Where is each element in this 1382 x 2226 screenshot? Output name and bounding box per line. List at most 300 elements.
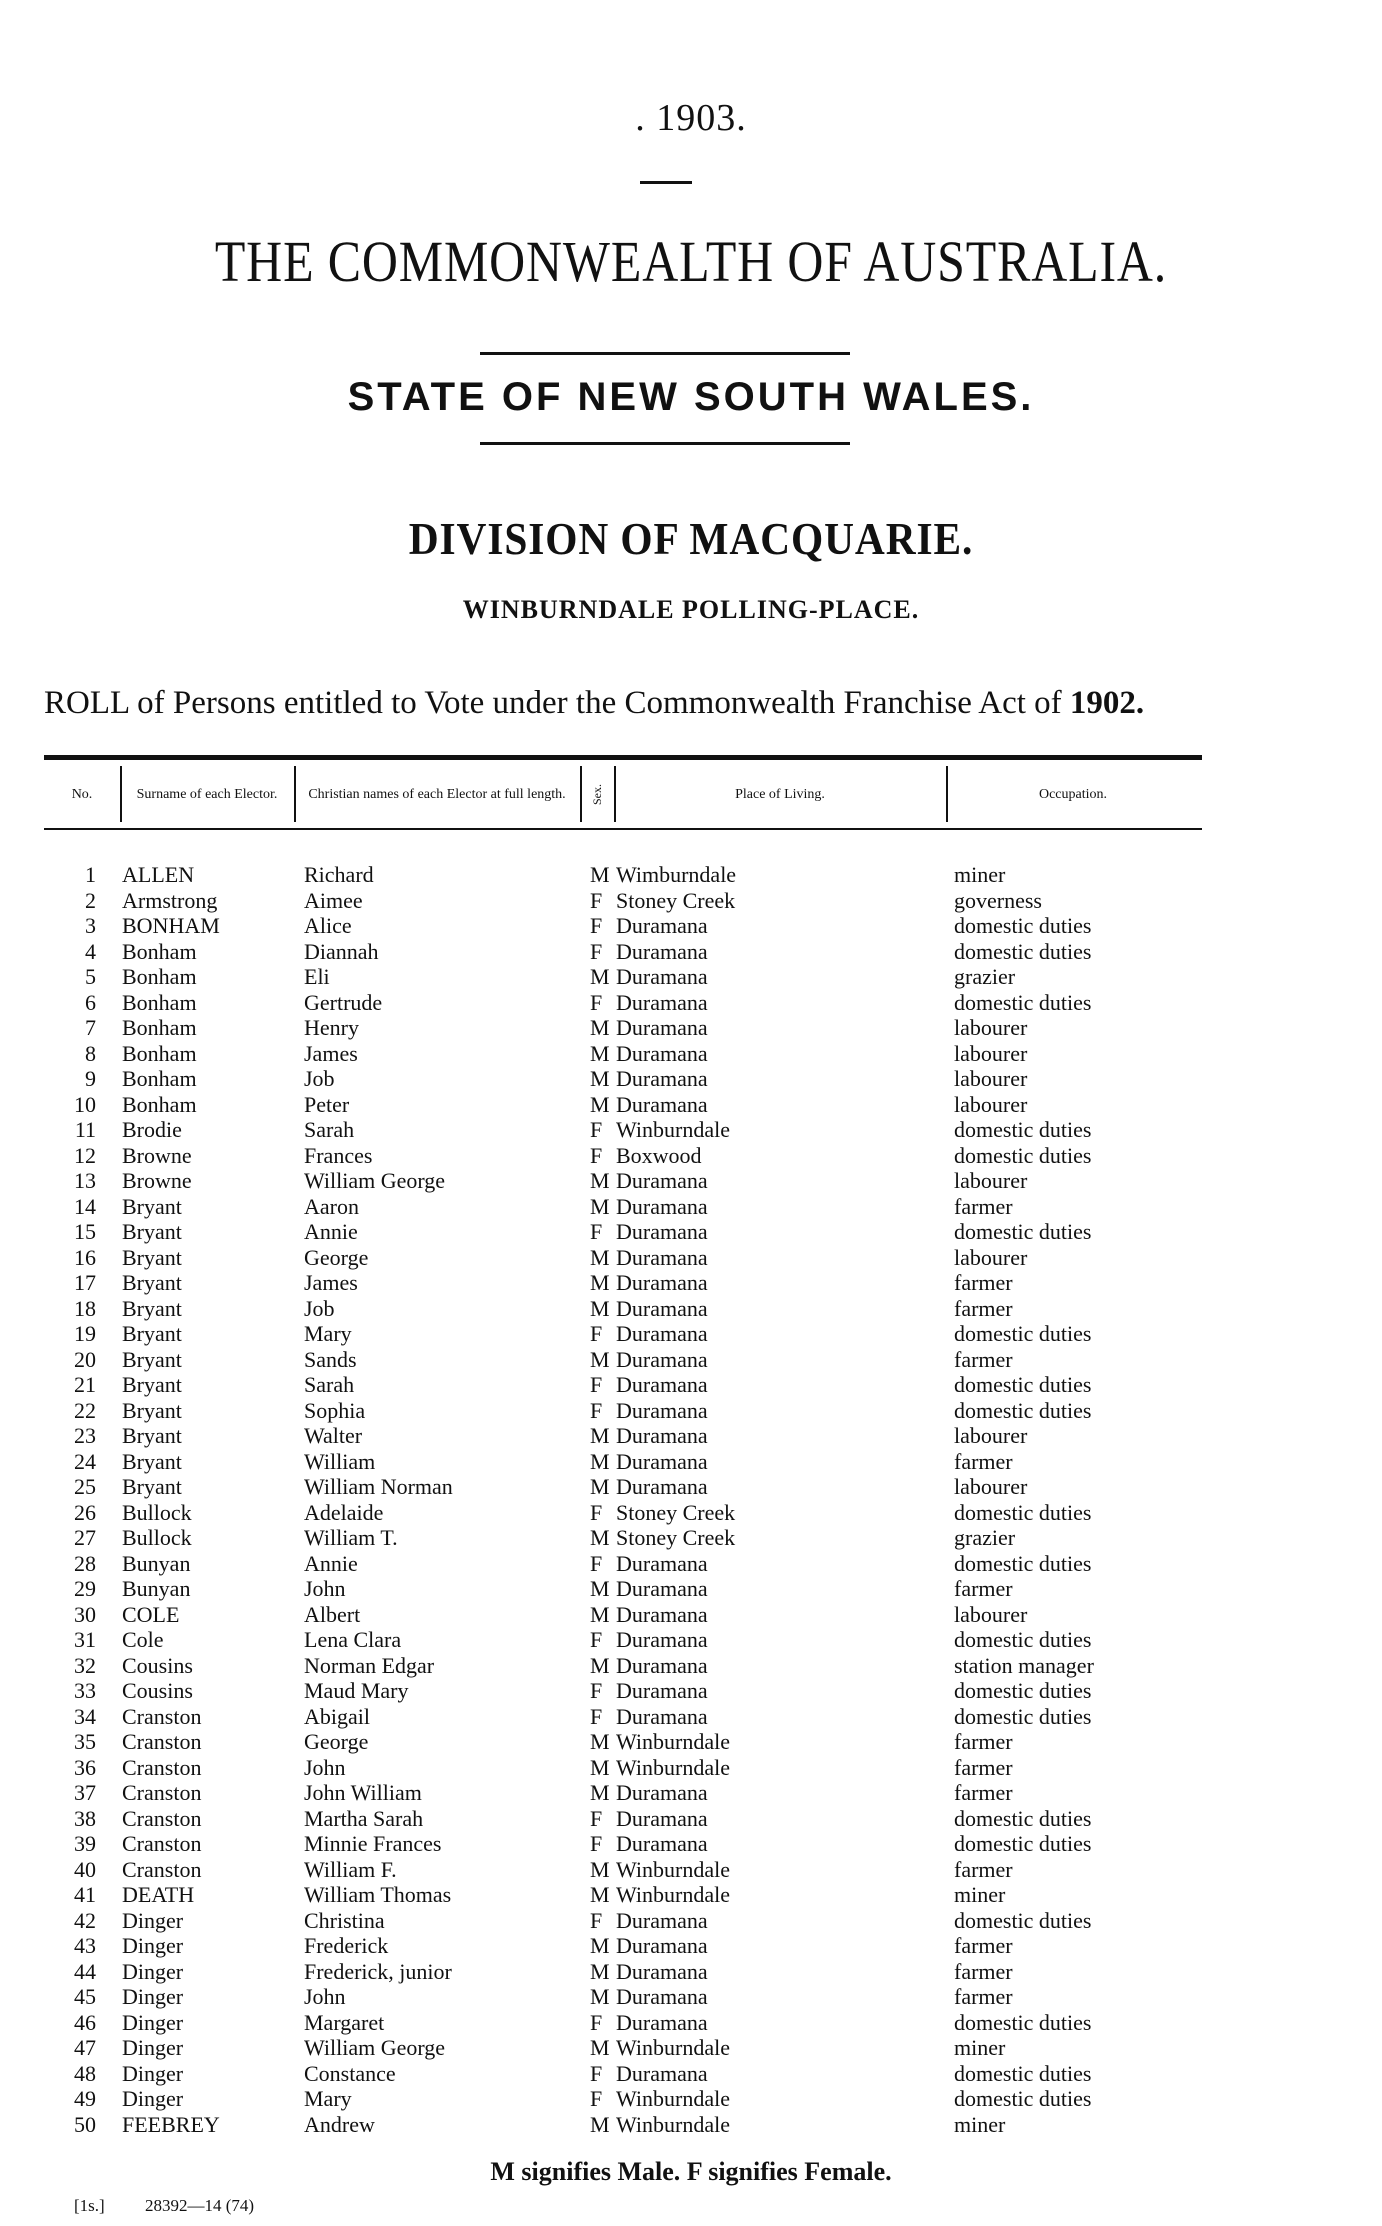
row-place-of-living: Boxwood <box>616 1142 702 1168</box>
row-occupation: domestic duties <box>954 1499 1092 1525</box>
row-occupation: farmer <box>954 1729 1013 1754</box>
row-place-of-living: Duramana <box>616 913 708 938</box>
row-number: 10 <box>74 1091 96 1117</box>
table-row <box>44 1015 1204 1041</box>
table-row <box>44 1780 1204 1806</box>
row-number: 26 <box>74 1499 96 1525</box>
table-row <box>44 1857 1204 1883</box>
table-row <box>44 1219 1204 1245</box>
table-row <box>44 1627 1204 1653</box>
table-row <box>44 1194 1204 1220</box>
row-christian-names: Walter <box>304 1423 363 1448</box>
row-surname: Cranston <box>122 1780 202 1805</box>
row-christian-names: Job <box>304 1295 335 1321</box>
table-row <box>44 1933 1204 1959</box>
row-occupation: labourer <box>954 1601 1028 1627</box>
print-code: 28392—14 (74) <box>144 2196 255 2215</box>
row-surname: Bryant <box>122 1244 182 1270</box>
polling-place-heading: WINBURNDALE POLLING-PLACE. <box>462 595 920 624</box>
row-christian-names: William F. <box>304 1856 397 1882</box>
row-number: 15 <box>74 1219 96 1244</box>
row-occupation: grazier <box>954 964 1016 989</box>
row-christian-names: Eli <box>304 964 330 989</box>
row-christian-names: Abigail <box>304 1703 370 1729</box>
print-info <box>74 2196 290 2216</box>
row-number: 42 <box>74 1907 96 1933</box>
row-number: 14 <box>74 1193 96 1219</box>
row-occupation: labourer <box>954 1168 1028 1193</box>
row-surname: Bonham <box>122 1066 197 1091</box>
column-header-christian-names: Christian names of each Elector at full length. <box>308 786 566 802</box>
table-row <box>44 1729 1204 1755</box>
table-row <box>44 1984 1204 2010</box>
table-row <box>44 2112 1204 2138</box>
divider-rule <box>480 352 850 355</box>
row-occupation: domestic duties <box>954 1142 1092 1168</box>
row-surname: Bunyan <box>122 1576 191 1601</box>
row-number: 21 <box>74 1372 96 1397</box>
row-surname: Bryant <box>122 1448 182 1474</box>
row-surname: Cranston <box>122 1805 202 1831</box>
row-number: 34 <box>74 1703 96 1729</box>
table-row <box>44 2086 1204 2112</box>
divider-rule <box>480 442 850 445</box>
row-place-of-living: Duramana <box>616 1244 708 1270</box>
row-christian-names: Frederick, junior <box>304 1958 452 1984</box>
row-place-of-living: Duramana <box>616 1091 708 1117</box>
row-place-of-living: Duramana <box>616 1627 708 1652</box>
row-occupation: miner <box>954 2111 1006 2137</box>
row-christian-names: Constance <box>304 2060 396 2086</box>
row-number: 37 <box>74 1780 96 1805</box>
row-sex: M <box>590 1882 610 1907</box>
row-number: 41 <box>74 1882 96 1907</box>
row-occupation: domestic duties <box>954 1627 1092 1652</box>
row-number: 23 <box>74 1423 96 1448</box>
table-row <box>44 1576 1204 1602</box>
row-christian-names: Andrew <box>304 2111 375 2137</box>
row-christian-names: Lena Clara <box>304 1627 402 1652</box>
row-occupation: farmer <box>954 1754 1013 1780</box>
row-number: 4 <box>85 938 96 964</box>
row-sex: M <box>590 1729 610 1754</box>
row-number: 7 <box>85 1015 96 1040</box>
row-occupation: governess <box>954 887 1042 913</box>
row-surname: Cranston <box>122 1703 202 1729</box>
table-row <box>44 1117 1204 1143</box>
row-occupation: domestic duties <box>954 1321 1092 1346</box>
row-place-of-living: Duramana <box>616 1270 708 1295</box>
row-christian-names: Gertrude <box>304 989 383 1015</box>
row-surname: Browne <box>122 1168 192 1193</box>
table-row <box>44 1143 1204 1169</box>
row-surname: Dinger <box>122 1933 184 1958</box>
column-header-sex-cell <box>582 760 612 828</box>
row-place-of-living: Duramana <box>616 1346 708 1372</box>
column-header-surname: Surname of each Elector. <box>136 786 278 802</box>
table-row <box>44 2061 1204 2087</box>
table-row <box>44 1755 1204 1781</box>
row-number: 29 <box>74 1576 96 1601</box>
row-place-of-living: Duramana <box>616 1474 708 1499</box>
row-place-of-living: Duramana <box>616 1397 708 1423</box>
row-christian-names: Norman Edgar <box>304 1652 435 1678</box>
row-place-of-living: Duramana <box>616 1066 708 1091</box>
table-row <box>44 862 1204 888</box>
row-number: 32 <box>74 1652 96 1678</box>
row-occupation: domestic duties <box>954 1117 1092 1142</box>
row-sex: M <box>590 1066 610 1091</box>
row-number: 6 <box>85 989 96 1015</box>
row-place-of-living: Duramana <box>616 1321 708 1346</box>
row-occupation: farmer <box>954 1270 1013 1295</box>
row-number: 5 <box>85 964 96 989</box>
row-occupation: farmer <box>954 1933 1013 1958</box>
row-place-of-living: Duramana <box>616 1601 708 1627</box>
row-christian-names: Sarah <box>304 1117 355 1142</box>
row-occupation: miner <box>954 2035 1006 2060</box>
year-heading: . 1903. <box>635 97 747 139</box>
row-occupation: domestic duties <box>954 2086 1092 2111</box>
table-row <box>44 1653 1204 1679</box>
row-sex: M <box>590 1040 610 1066</box>
table-row <box>44 1704 1204 1730</box>
row-occupation: grazier <box>954 1525 1016 1550</box>
roll-title <box>44 685 1144 722</box>
row-surname: Bullock <box>122 1499 192 1525</box>
row-surname: Dinger <box>122 2060 184 2086</box>
row-sex: F <box>590 938 603 964</box>
row-christian-names: John <box>304 1576 346 1601</box>
row-sex: F <box>590 2086 603 2111</box>
row-sex: F <box>590 1142 603 1168</box>
row-number: 27 <box>74 1525 96 1550</box>
row-sex: F <box>590 887 603 913</box>
row-number: 49 <box>74 2086 96 2111</box>
row-sex: M <box>590 1652 610 1678</box>
row-place-of-living: Duramana <box>616 1168 708 1193</box>
row-number: 2 <box>85 887 96 913</box>
row-sex: F <box>590 1678 603 1703</box>
row-place-of-living: Winburndale <box>616 1729 730 1754</box>
table-row <box>44 990 1204 1016</box>
row-number: 46 <box>74 2009 96 2035</box>
row-sex: M <box>590 1958 610 1984</box>
row-place-of-living: Wimburndale <box>616 862 737 887</box>
row-christian-names: William Thomas <box>304 1882 452 1907</box>
row-sex: M <box>590 1244 610 1270</box>
row-christian-names: Henry <box>304 1015 359 1040</box>
row-place-of-living: Duramana <box>616 1015 708 1040</box>
table-row <box>44 1959 1204 1985</box>
row-sex: M <box>590 1091 610 1117</box>
row-christian-names: Albert <box>304 1601 361 1627</box>
table-row <box>44 1168 1204 1194</box>
row-occupation: domestic duties <box>954 1678 1092 1703</box>
row-christian-names: George <box>304 1729 369 1754</box>
electoral-roll-table <box>44 862 1204 2137</box>
sex-legend-note: M signifies Male. F signifies Female. <box>490 2157 892 2186</box>
row-surname: Brodie <box>122 1117 182 1142</box>
row-surname: Dinger <box>122 2086 184 2111</box>
row-number: 30 <box>74 1601 96 1627</box>
row-place-of-living: Duramana <box>616 1678 708 1703</box>
row-number: 45 <box>74 1984 96 2009</box>
row-christian-names: Adelaide <box>304 1499 384 1525</box>
row-place-of-living: Duramana <box>616 1831 708 1856</box>
row-surname: Bryant <box>122 1474 182 1499</box>
row-sex: M <box>590 862 610 887</box>
table-row <box>44 913 1204 939</box>
row-number: 19 <box>74 1321 96 1346</box>
divider-rule <box>640 181 692 184</box>
row-christian-names: Job <box>304 1066 335 1091</box>
row-occupation: farmer <box>954 1856 1013 1882</box>
row-christian-names: Christina <box>304 1907 385 1933</box>
row-surname: Bonham <box>122 938 197 964</box>
table-row <box>44 1449 1204 1475</box>
row-surname: Cranston <box>122 1856 202 1882</box>
row-surname: Bryant <box>122 1423 182 1448</box>
row-occupation: domestic duties <box>954 989 1092 1015</box>
row-christian-names: Annie <box>304 1550 358 1576</box>
row-place-of-living: Winburndale <box>616 1856 730 1882</box>
table-row <box>44 1321 1204 1347</box>
table-row <box>44 1296 1204 1322</box>
row-surname: ALLEN <box>122 862 195 887</box>
row-sex: F <box>590 2060 603 2086</box>
row-christian-names: Peter <box>304 1091 350 1117</box>
table-row <box>44 1423 1204 1449</box>
document-title: THE COMMONWEALTH OF AUSTRALIA. <box>214 229 1168 294</box>
row-occupation: miner <box>954 1882 1006 1907</box>
row-number: 12 <box>74 1142 96 1168</box>
row-sex: M <box>590 1856 610 1882</box>
row-surname: Bryant <box>122 1295 182 1321</box>
row-christian-names: William Norman <box>304 1474 453 1499</box>
row-number: 39 <box>74 1831 96 1856</box>
row-sex: M <box>590 1270 610 1295</box>
row-surname: Bullock <box>122 1525 192 1550</box>
row-number: 40 <box>74 1856 96 1882</box>
row-place-of-living: Duramana <box>616 1193 708 1219</box>
row-occupation: farmer <box>954 1958 1013 1984</box>
row-sex: M <box>590 1193 610 1219</box>
row-christian-names: William George <box>304 2035 446 2060</box>
row-occupation: farmer <box>954 1576 1013 1601</box>
row-surname: Dinger <box>122 2035 184 2060</box>
column-header-no: No. <box>71 786 93 802</box>
row-place-of-living: Duramana <box>616 1652 708 1678</box>
row-number: 36 <box>74 1754 96 1780</box>
row-surname: Browne <box>122 1142 192 1168</box>
row-occupation: domestic duties <box>954 1372 1092 1397</box>
row-occupation: farmer <box>954 1193 1013 1219</box>
row-occupation: domestic duties <box>954 1550 1092 1576</box>
row-occupation: domestic duties <box>954 1703 1092 1729</box>
row-occupation: domestic duties <box>954 1805 1092 1831</box>
row-occupation: farmer <box>954 1295 1013 1321</box>
table-row <box>44 1882 1204 1908</box>
row-occupation: domestic duties <box>954 938 1092 964</box>
row-number: 48 <box>74 2060 96 2086</box>
row-place-of-living: Stoney Creek <box>616 887 736 913</box>
row-sex: M <box>590 2035 610 2060</box>
row-place-of-living: Duramana <box>616 1448 708 1474</box>
row-place-of-living: Winburndale <box>616 1754 730 1780</box>
row-occupation: farmer <box>954 1448 1013 1474</box>
table-row <box>44 1347 1204 1373</box>
print-price: [1s.] <box>74 2196 105 2215</box>
row-number: 38 <box>74 1805 96 1831</box>
row-surname: Bryant <box>122 1397 182 1423</box>
row-surname: Dinger <box>122 2009 184 2035</box>
table-row <box>44 2010 1204 2036</box>
row-sex: M <box>590 1346 610 1372</box>
row-number: 22 <box>74 1397 96 1423</box>
row-occupation: labourer <box>954 1040 1028 1066</box>
row-surname: Bryant <box>122 1346 182 1372</box>
row-place-of-living: Duramana <box>616 1907 708 1933</box>
row-christian-names: Frances <box>304 1142 373 1168</box>
roll-title-text: ROLL of Persons entitled to Vote under the Commonwealth Franchise Act of <box>44 685 1070 721</box>
row-christian-names: Frederick <box>304 1933 389 1958</box>
row-occupation: farmer <box>954 1346 1013 1372</box>
row-place-of-living: Duramana <box>616 1295 708 1321</box>
row-sex: F <box>590 1117 603 1142</box>
row-sex: M <box>590 1601 610 1627</box>
row-sex: M <box>590 1474 610 1499</box>
row-sex: M <box>590 1754 610 1780</box>
row-place-of-living: Duramana <box>616 1550 708 1576</box>
row-number: 17 <box>74 1270 96 1295</box>
row-surname: Dinger <box>122 1907 184 1933</box>
row-surname: Bonham <box>122 1015 197 1040</box>
roll-title-year: 1902. <box>1069 685 1145 721</box>
row-number: 47 <box>74 2035 96 2060</box>
row-place-of-living: Winburndale <box>616 2111 730 2137</box>
row-number: 18 <box>74 1295 96 1321</box>
row-number: 31 <box>74 1627 96 1652</box>
row-sex: M <box>590 1168 610 1193</box>
row-christian-names: Diannah <box>304 938 379 964</box>
table-row <box>44 1908 1204 1934</box>
row-place-of-living: Duramana <box>616 1805 708 1831</box>
row-surname: Cousins <box>122 1652 193 1678</box>
row-number: 50 <box>74 2111 96 2137</box>
row-number: 9 <box>85 1066 96 1091</box>
row-sex: F <box>590 913 603 938</box>
row-surname: Cranston <box>122 1831 202 1856</box>
row-sex: F <box>590 1627 603 1652</box>
row-sex: F <box>590 1499 603 1525</box>
row-surname: Cranston <box>122 1754 202 1780</box>
row-number: 11 <box>74 1117 96 1142</box>
row-christian-names: William George <box>304 1168 446 1193</box>
table-row <box>44 1245 1204 1271</box>
row-occupation: domestic duties <box>954 2060 1092 2086</box>
row-sex: F <box>590 1805 603 1831</box>
table-row <box>44 1551 1204 1577</box>
row-sex: M <box>590 2111 610 2137</box>
table-row <box>44 1678 1204 1704</box>
row-number: 1 <box>85 862 96 887</box>
table-row <box>44 2035 1204 2061</box>
table-row <box>44 1270 1204 1296</box>
row-christian-names: Sarah <box>304 1372 355 1397</box>
row-place-of-living: Duramana <box>616 1576 708 1601</box>
table-row <box>44 1474 1204 1500</box>
row-sex: M <box>590 1423 610 1448</box>
row-christian-names: Annie <box>304 1219 358 1244</box>
row-sex: F <box>590 1219 603 1244</box>
table-row <box>44 1500 1204 1526</box>
row-place-of-living: Duramana <box>616 1040 708 1066</box>
row-number: 8 <box>85 1040 96 1066</box>
row-place-of-living: Duramana <box>616 1219 708 1244</box>
row-number: 25 <box>74 1474 96 1499</box>
table-row <box>44 1831 1204 1857</box>
table-row <box>44 1525 1204 1551</box>
row-place-of-living: Winburndale <box>616 2035 730 2060</box>
row-christian-names: Martha Sarah <box>304 1805 424 1831</box>
row-surname: Bryant <box>122 1372 182 1397</box>
row-number: 20 <box>74 1346 96 1372</box>
table-row <box>44 939 1204 965</box>
row-surname: COLE <box>122 1601 180 1627</box>
row-surname: Cole <box>122 1627 164 1652</box>
row-sex: M <box>590 1525 610 1550</box>
row-sex: M <box>590 1933 610 1958</box>
row-christian-names: Sands <box>304 1346 357 1372</box>
row-occupation: labourer <box>954 1091 1028 1117</box>
table-row <box>44 1806 1204 1832</box>
row-sex: M <box>590 964 610 989</box>
row-christian-names: Aaron <box>304 1193 359 1219</box>
row-place-of-living: Duramana <box>616 938 708 964</box>
row-sex: F <box>590 1372 603 1397</box>
table-row <box>44 1041 1204 1067</box>
row-number: 3 <box>85 913 96 938</box>
row-occupation: domestic duties <box>954 1219 1092 1244</box>
row-christian-names: John <box>304 1754 346 1780</box>
row-sex: F <box>590 1397 603 1423</box>
row-occupation: domestic duties <box>954 913 1092 938</box>
row-christian-names: William <box>304 1448 376 1474</box>
row-christian-names: Maud Mary <box>304 1678 409 1703</box>
table-row <box>44 888 1204 914</box>
row-surname: Bryant <box>122 1321 182 1346</box>
row-occupation: labourer <box>954 1066 1028 1091</box>
row-christian-names: John <box>304 1984 346 2009</box>
row-surname: Bunyan <box>122 1550 191 1576</box>
row-number: 35 <box>74 1729 96 1754</box>
row-place-of-living: Duramana <box>616 964 708 989</box>
row-place-of-living: Duramana <box>616 2009 708 2035</box>
table-row <box>44 1092 1204 1118</box>
column-header-occupation: Occupation. <box>1038 786 1108 802</box>
row-place-of-living: Duramana <box>616 1933 708 1958</box>
row-sex: F <box>590 2009 603 2035</box>
row-sex: M <box>590 1295 610 1321</box>
table-row <box>44 1066 1204 1092</box>
row-surname: Bonham <box>122 989 197 1015</box>
row-place-of-living: Duramana <box>616 1780 708 1805</box>
row-sex: M <box>590 1448 610 1474</box>
row-surname: Cousins <box>122 1678 193 1703</box>
row-christian-names: William T. <box>304 1525 398 1550</box>
table-row <box>44 1602 1204 1628</box>
